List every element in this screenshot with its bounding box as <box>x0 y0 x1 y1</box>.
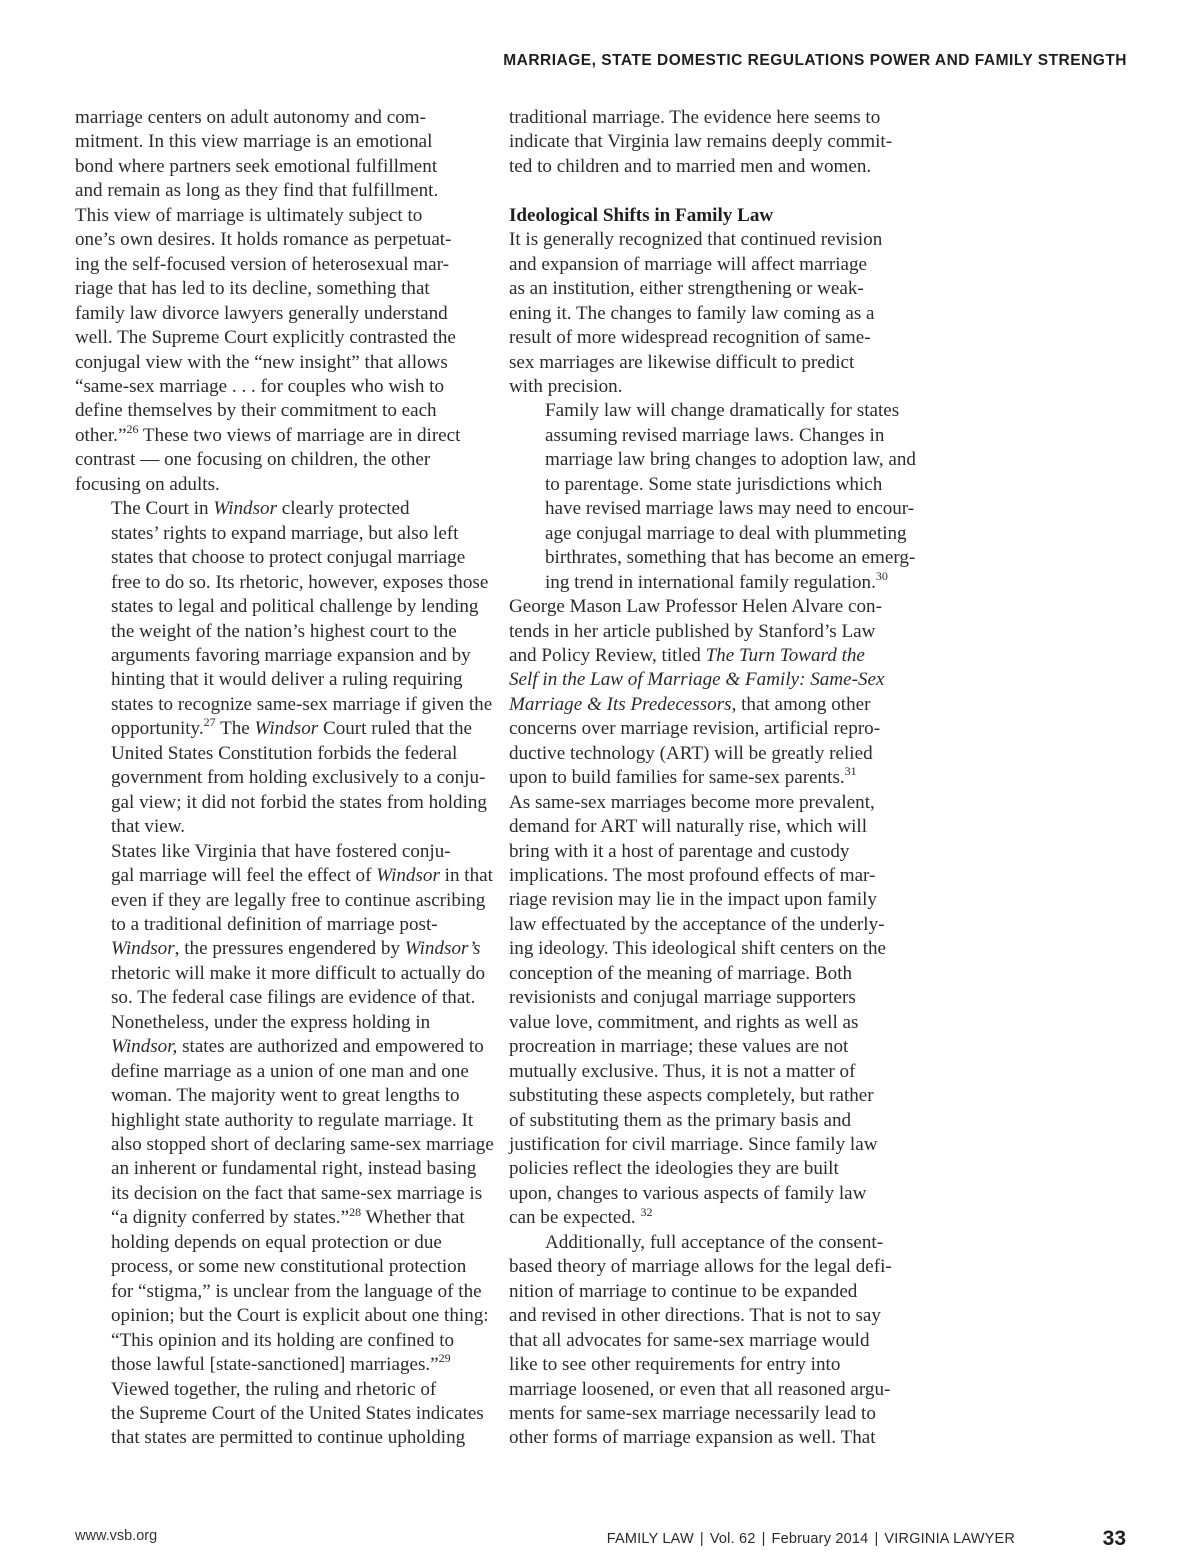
paragraph <box>509 106 909 179</box>
text-line: indicate that Virginia law remains deeply commit- <box>509 131 893 153</box>
text-line: tends in her article published by Stanford’s Law <box>509 620 876 642</box>
footer-volume: Vol. 62 <box>709 1531 756 1547</box>
text-line: This view of marriage is ultimately subject to <box>75 204 423 226</box>
text-line: and expansion of marriage will affect marriage <box>509 253 868 275</box>
text-line: age conjugal marriage to deal with plummeting <box>545 522 907 544</box>
text-line: procreation in marriage; these values are not <box>509 1036 849 1058</box>
text-line: riage that has led to its decline, something that <box>75 278 430 300</box>
running-header: MARRIAGE, STATE DOMESTIC REGULATIONS POWER AND FAMILY STRENGTH <box>503 52 1127 69</box>
text-line: Additionally, full acceptance of the consent- <box>545 1231 884 1253</box>
text-line: opinion; but the Court is explicit about one thing: <box>111 1305 489 1327</box>
text-line: mutually exclusive. Thus, it is not a matter of <box>509 1060 856 1082</box>
text-line: holding depends on equal protection or due <box>111 1231 442 1253</box>
text-line <box>75 497 475 521</box>
case-name: Windsor <box>376 865 440 887</box>
text-run: Whether that <box>361 1207 465 1229</box>
text-run: ing trend in international family regulation. <box>545 571 876 593</box>
text-run: These two views of marriage are in direct <box>138 424 461 446</box>
text-line: marriage law bring changes to adoption law, and <box>545 449 916 471</box>
text-line: highlight state authority to regulate marriage. It <box>111 1109 474 1131</box>
text-line <box>509 1206 909 1230</box>
spacer <box>509 179 909 203</box>
text-line <box>75 937 481 961</box>
text-line: focusing on adults. <box>75 473 220 495</box>
footer-separator: | <box>699 1531 704 1547</box>
footnote-ref: 29 <box>438 1351 451 1366</box>
text-line: for “stigma,” is unclear from the language of the <box>111 1280 482 1302</box>
text-line: “This opinion and its holding are confined to <box>111 1329 455 1351</box>
text-line: define themselves by their commitment to each <box>75 400 437 422</box>
text-line <box>509 668 909 692</box>
text-line: with precision. <box>509 375 623 397</box>
footer-separator: | <box>761 1531 766 1547</box>
text-line: policies reflect the ideologies they are built <box>509 1158 839 1180</box>
text-line: assuming revised marriage laws. Changes in <box>545 424 885 446</box>
text-line: arguments favoring marriage expansion and by <box>111 644 471 666</box>
text-line: revisionists and conjugal marriage supporters <box>509 987 856 1009</box>
footnote-ref: 26 <box>126 422 139 437</box>
article-title: Self in the Law of Marriage & Family: Same-Sex <box>509 669 885 691</box>
text-line: George Mason Law Professor Helen Alvare con- <box>509 596 882 618</box>
text-line: sex marriages are likewise difficult to predict <box>509 351 855 373</box>
footer-publication: VIRGINIA LAWYER <box>884 1531 1015 1547</box>
text-line: marriage centers on adult autonomy and com- <box>75 107 426 128</box>
case-name: Windsor <box>213 498 278 520</box>
paragraph <box>509 228 909 399</box>
text-run: states are authorized and empowered to <box>177 1036 484 1058</box>
text-line: bond where partners seek emotional fulfillment <box>75 155 438 177</box>
footer-section: FAMILY LAW <box>606 1531 694 1547</box>
text-line: “same-sex marriage . . . for couples who wish to <box>75 375 445 397</box>
text-line <box>75 717 475 741</box>
text-line <box>75 1353 475 1377</box>
text-line: substituting these aspects completely, but rather <box>509 1085 874 1107</box>
text-line <box>509 568 909 595</box>
case-name: Windsor <box>111 938 175 960</box>
text-line: that all advocates for same-sex marriage would <box>509 1329 870 1351</box>
text-line: riage revision may lie in the impact upon family <box>509 889 877 911</box>
text-line: Nonetheless, under the express holding in <box>111 1011 431 1033</box>
text-line: well. The Supreme Court explicitly contrasted the <box>75 327 456 349</box>
text-line: concerns over marriage revision, artificial repro- <box>509 718 881 740</box>
text-line: based theory of marriage allows for the legal defi- <box>509 1256 892 1278</box>
text-line: It is generally recognized that continued revision <box>509 229 883 251</box>
text-line: like to see other requirements for entry into <box>509 1354 841 1376</box>
paragraph <box>75 497 493 839</box>
text-line: ing ideology. This ideological shift centers on the <box>509 938 887 960</box>
text-line: contrast — one focusing on children, the other <box>75 449 431 471</box>
text-line <box>509 644 909 668</box>
text-line: even if they are legally free to continue ascribing <box>111 889 486 911</box>
text-line: United States Constitution forbids the federal <box>111 742 458 764</box>
footnote-ref: 27 <box>203 715 216 730</box>
text-line: demand for ART will naturally rise, which will <box>509 816 868 838</box>
text-line: conception of the meaning of marriage. Both <box>509 962 853 984</box>
case-name: Windsor, <box>111 1036 178 1058</box>
text-run: and Policy Review, titled <box>509 644 706 666</box>
text-line: bring with it a host of parentage and custody <box>509 840 850 862</box>
text-line: states to legal and political challenge by lending <box>111 596 479 618</box>
text-run: The Court in <box>111 498 214 520</box>
text-run: The <box>215 718 255 740</box>
text-line: ing the self-focused version of heterosexual mar- <box>75 253 449 275</box>
case-name: Windsor’s <box>404 938 481 960</box>
text-run: , that among other <box>731 693 871 715</box>
text-line: implications. The most profound effects of mar- <box>509 865 876 887</box>
text-line: value love, commitment, and rights as well as <box>509 1011 859 1033</box>
paragraph <box>509 399 916 1230</box>
text-run: , the pressures engendered by <box>174 938 405 960</box>
text-line: gal view; it did not forbid the states from holding <box>111 791 487 813</box>
text-line: mitment. In this view marriage is an emotional <box>75 131 433 153</box>
footer-url[interactable]: www.vsb.org <box>75 1528 158 1544</box>
text-line: process, or some new constitutional protection <box>111 1256 467 1278</box>
paragraph <box>75 106 475 497</box>
text-line: hinting that it would deliver a ruling requiring <box>111 669 463 691</box>
text-line: law effectuated by the acceptance of the underly- <box>509 913 885 935</box>
text-line: ductive technology (ART) will be greatly relied <box>509 742 873 764</box>
text-line: ted to children and to married men and women. <box>509 155 872 177</box>
text-line: As same-sex marriages become more prevalent, <box>509 791 875 813</box>
footnote-ref: 30 <box>875 568 888 583</box>
text-run: can be expected. <box>509 1207 641 1229</box>
text-line: have revised marriage laws may need to encour- <box>545 498 915 520</box>
text-line <box>75 424 475 448</box>
text-line: woman. The majority went to great lengths to <box>111 1085 460 1107</box>
text-line: traditional marriage. The evidence here seems to <box>509 107 881 128</box>
text-line: government from holding exclusively to a conju- <box>111 767 486 789</box>
text-line: Family law will change dramatically for states <box>545 400 900 422</box>
right-column <box>509 106 916 1451</box>
text-line: ments for same-sex marriage necessarily lead to <box>509 1403 876 1424</box>
text-line: Viewed together, the ruling and rhetoric of <box>111 1378 437 1400</box>
text-line: nition of marriage to continue to be expanded <box>509 1280 858 1302</box>
text-run: “a dignity conferred by states.” <box>111 1207 350 1229</box>
text-line <box>75 1206 475 1230</box>
text-run: those lawful [state-sanctioned] marriages.” <box>111 1354 439 1376</box>
text-line: family law divorce lawyers generally understand <box>75 302 448 324</box>
case-name: Windsor <box>254 718 319 740</box>
left-column <box>75 106 494 1451</box>
footer-separator: | <box>874 1531 879 1547</box>
text-run: clearly protected <box>277 498 410 520</box>
text-line: conjugal view with the “new insight” that allows <box>75 351 448 373</box>
text-line: the weight of the nation’s highest court to the <box>111 620 457 642</box>
text-line: birthrates, something that has become an emerg- <box>545 547 916 569</box>
text-line: that view. <box>111 816 186 838</box>
text-line: free to do so. Its rhetoric, however, exposes those <box>111 571 489 593</box>
text-line <box>509 766 909 790</box>
text-line: and revised in other directions. That is not to say <box>509 1305 881 1327</box>
text-line <box>509 693 909 717</box>
footnote-ref: 31 <box>844 764 857 779</box>
article-title: Marriage & Its Predecessors <box>509 693 732 715</box>
text-line: ening it. The changes to family law coming as a <box>509 302 875 324</box>
text-run: other.” <box>75 424 127 446</box>
text-line: so. The federal case filings are evidence of that. <box>111 987 476 1009</box>
text-run: Court ruled that the <box>318 718 472 740</box>
paragraph <box>75 1378 484 1451</box>
text-line: to parentage. Some state jurisdictions which <box>545 473 883 495</box>
text-run: upon to build families for same-sex parents. <box>509 767 845 789</box>
text-line: rhetoric will make it more difficult to actually do <box>111 962 485 984</box>
text-line: states to recognize same-sex marriage if given the <box>111 693 493 715</box>
text-line: states that choose to protect conjugal marriage <box>111 547 466 569</box>
text-line: of substituting them as the primary basis and <box>509 1109 852 1131</box>
section-heading: Ideological Shifts in Family Law <box>509 204 774 226</box>
text-line: result of more widespread recognition of same- <box>509 327 871 349</box>
paragraph <box>75 840 494 1378</box>
text-line: also stopped short of declaring same-sex marriage <box>111 1134 494 1156</box>
article-title: The Turn Toward the <box>705 644 865 666</box>
text-line: marriage loosened, or even that all reasoned argu- <box>509 1378 891 1400</box>
footer-publication-info <box>607 1531 1015 1547</box>
text-line: that states are permitted to continue upholding <box>111 1427 466 1449</box>
footer-date: February 2014 <box>771 1531 869 1547</box>
text-line: define marriage as a union of one man and one <box>111 1060 469 1082</box>
text-line <box>75 864 493 888</box>
text-line: upon, changes to various aspects of family law <box>509 1182 867 1204</box>
text-line: as an institution, either strengthening or weak- <box>509 278 864 300</box>
footnote-ref: 32 <box>640 1204 653 1219</box>
footnote-ref: 28 <box>349 1204 362 1219</box>
text-line: States like Virginia that have fostered conju- <box>111 840 451 862</box>
text-line: and remain as long as they find that fulfillment. <box>75 180 439 202</box>
text-line: the Supreme Court of the United States indicates <box>111 1403 484 1425</box>
page-number: 33 <box>1102 1527 1126 1550</box>
text-line: to a traditional definition of marriage post- <box>111 913 438 935</box>
text-run: in that <box>439 865 493 887</box>
text-line: other forms of marriage expansion as well. That <box>509 1427 876 1449</box>
text-line: one’s own desires. It holds romance as perpetuat- <box>75 229 452 251</box>
paragraph <box>509 1231 909 1451</box>
text-run: opportunity. <box>111 718 204 740</box>
text-run: gal marriage will feel the effect of <box>111 865 377 887</box>
text-line: an inherent or fundamental right, instead basing <box>111 1158 477 1180</box>
text-line: its decision on the fact that same-sex marriage is <box>111 1182 483 1204</box>
text-line: states’ rights to expand marriage, but also left <box>111 522 459 544</box>
text-line: justification for civil marriage. Since family law <box>509 1134 878 1156</box>
text-line <box>75 1035 484 1059</box>
